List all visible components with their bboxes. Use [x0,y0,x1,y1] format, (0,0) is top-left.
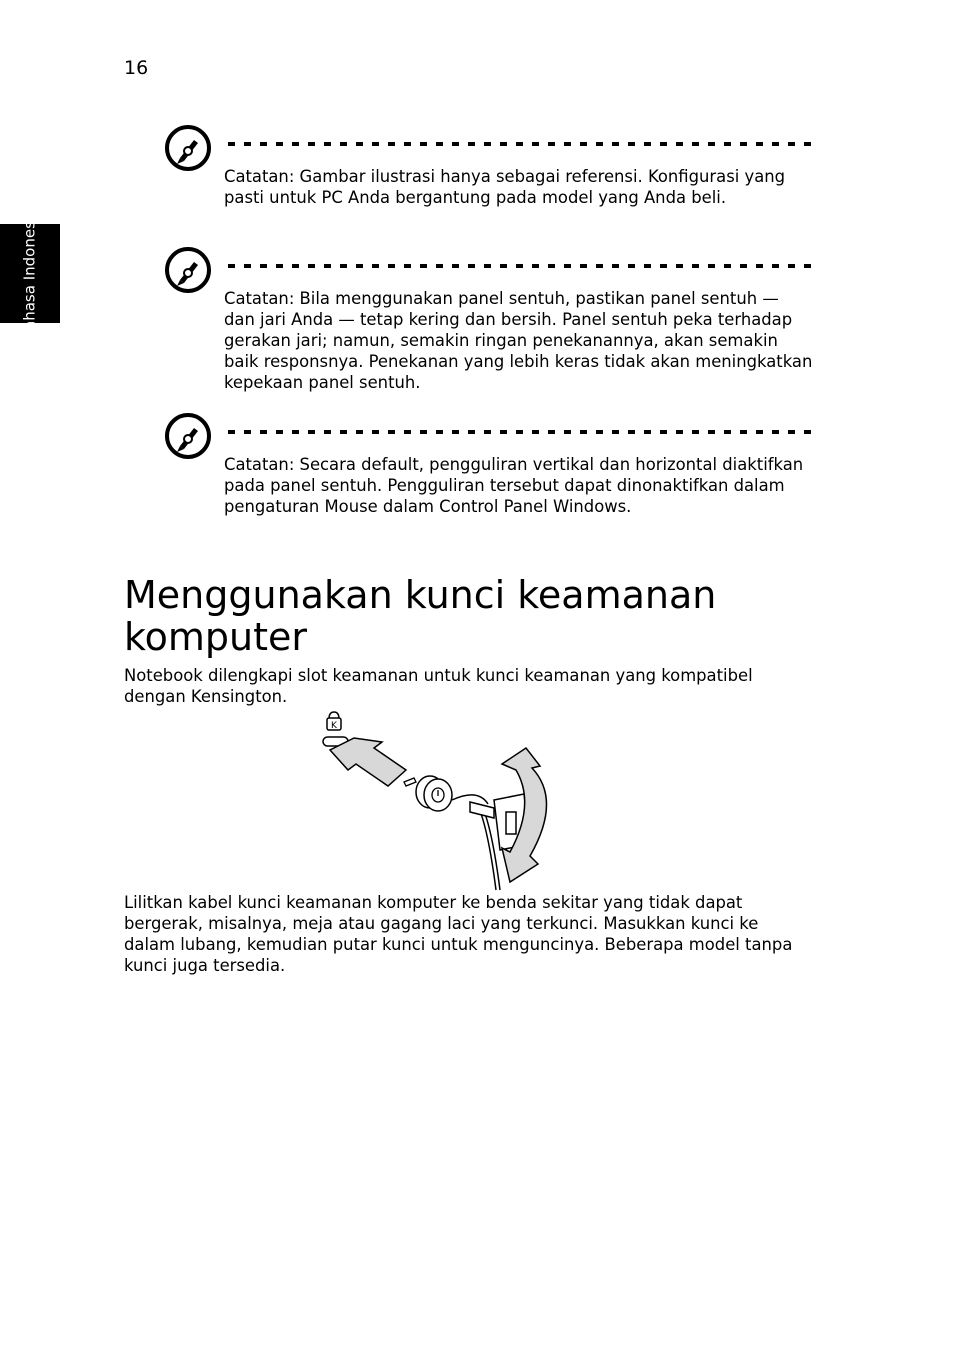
note-text [224,454,814,517]
note-text [224,288,814,393]
note-dotted-rule [226,264,812,268]
note-body: Secara default, pengguliran vertikal dan horizontal diaktifkan pada panel sentuh. Pengguliran tersebut dapat dinonaktifkan dalam pengaturan Mouse dalam Control Panel Windows. [224,455,804,516]
note-dotted-rule [226,142,812,146]
language-side-tab-label: Bahasa Indonesia [20,207,39,341]
intro-paragraph: Notebook dilengkapi slot keamanan untuk kunci keamanan yang kompatibel dengan Kensington. [124,666,753,706]
kensington-slot-icon [327,712,341,731]
note-text [224,166,814,208]
lock-clip [404,778,416,786]
note-pen-icon [164,124,212,172]
note-dotted-rule [226,430,812,434]
note-body: Gambar ilustrasi hanya sebagai referensi. Konfigurasi yang pasti untuk PC Anda bergantung pada model yang Anda beli. [224,167,786,207]
body-paragraph: Lilitkan kabel kunci keamanan komputer ke benda sekitar yang tidak dapat bergerak, misalnya, meja atau gagang laci yang terkunci. Masukkan kunci ke dalam lubang, kemudian putar kunci untuk menguncinya. Beberapa model tanpa kunci juga tersedia. [124,893,793,975]
note-pen-icon [164,246,212,294]
note-body: Bila menggunakan panel sentuh, pastikan panel sentuh — dan jari Anda — tetap kering dan bersih. Panel sentuh peka terhadap gerakan jari; namun, semakin ringan penekanannya, akan semakin baik responsnya. Penekanan yang lebih keras tidak akan meningkatkan kepekaan panel sentuh. [224,289,813,392]
language-side-tab [0,207,60,341]
page-number: 16 [124,57,149,79]
insert-arrow [330,738,406,786]
kensington-letter: K [331,721,337,731]
note-label: Catatan: [224,455,295,474]
note-label: Catatan: [224,289,295,308]
kensington-lock-illustration [318,708,568,894]
note-pen-icon [164,412,212,460]
note-label: Catatan: [224,167,295,186]
lock-head [416,776,452,811]
section-heading: Menggunakan kunci keamanan komputer [124,573,717,659]
